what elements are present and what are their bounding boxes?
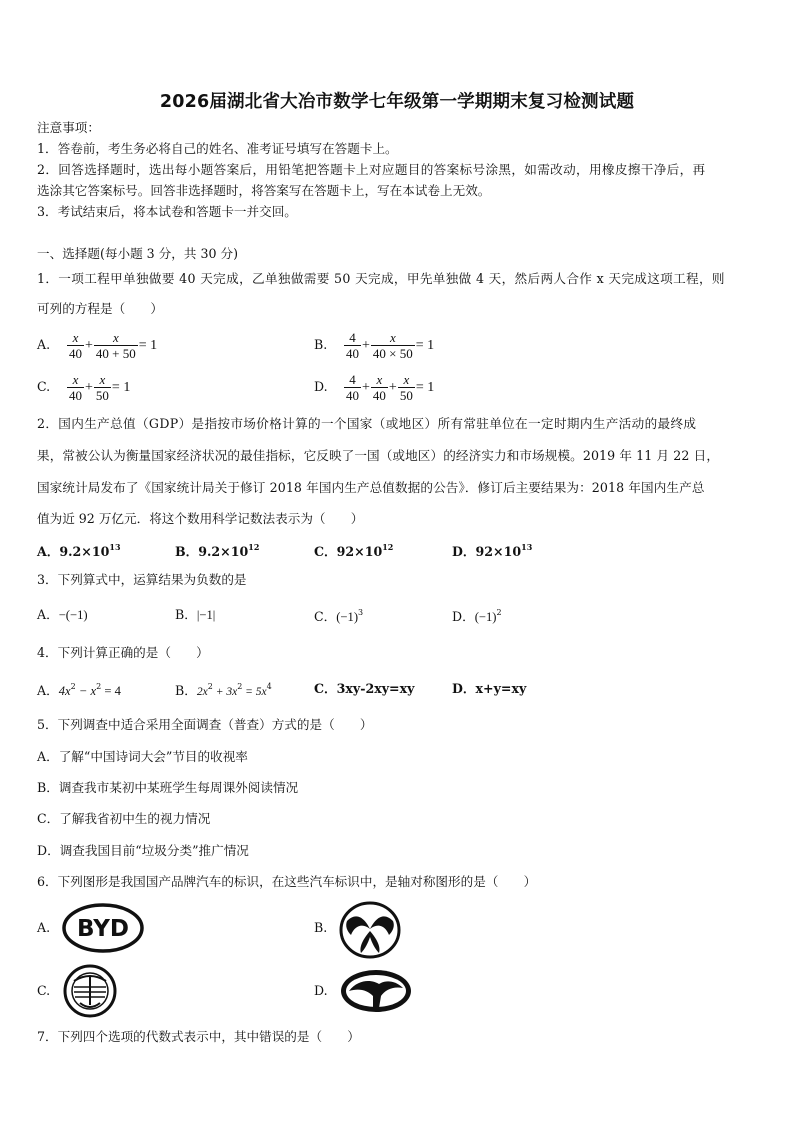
q5-option-d: D．调查我国目前“垃圾分类”推广情况 <box>37 843 249 858</box>
q6-option-c-label: C. <box>37 983 51 998</box>
q3-stem: 3．下列算式中，运算结果为负数的是 <box>37 572 247 587</box>
denominator: 40 × 50 <box>372 346 413 361</box>
fraction <box>398 372 415 403</box>
q3-option-d <box>452 609 502 624</box>
q3-option-a <box>37 609 88 622</box>
option-exponent: 13 <box>521 542 533 552</box>
term: 4x <box>58 684 71 698</box>
numerator: x <box>398 372 415 388</box>
term: = 4 <box>101 684 121 698</box>
option-expression: −(−1) <box>58 608 88 622</box>
term: + 3x <box>212 686 238 698</box>
q4-option-d <box>452 683 526 696</box>
fraction <box>94 330 138 361</box>
denominator: 50 <box>399 388 413 403</box>
term: = 5x <box>242 686 267 698</box>
equals-one: = 1 <box>138 337 158 353</box>
q1-option-d <box>314 372 435 403</box>
notice-item-2-cont: 选涂其它答案标号。回答非选择题时，将答案写在答题卡上，写在本试卷上无效。 <box>37 183 491 198</box>
option-base: 9.2×10 <box>59 544 110 559</box>
fraction <box>67 372 84 403</box>
option-expression: (−1) <box>474 610 497 624</box>
notice-heading: 注意事项： <box>37 120 100 135</box>
q2-stem-line4: 值为近 92 万亿元．将这个数用科学记数法表示为（ ） <box>37 511 364 526</box>
q6-stem: 6．下列图形是我国国产品牌汽车的标识，在这些汽车标识中，是轴对称图形的是（ ） <box>37 874 537 889</box>
plus-sign: + <box>388 379 397 395</box>
denominator: 40 <box>346 388 360 403</box>
numerator: x <box>94 372 111 388</box>
option-label: A． <box>37 544 60 559</box>
option-expression: 3xy-2xy=xy <box>336 681 415 696</box>
q4-option-b <box>175 683 272 699</box>
q2-option-b <box>175 543 259 559</box>
denominator: 50 <box>95 388 109 403</box>
q3-option-c <box>314 609 363 624</box>
q1-option-a-label: A. <box>37 337 51 353</box>
q4-stem: 4．下列计算正确的是（ ） <box>37 645 209 660</box>
haima-logo-icon <box>339 968 413 1014</box>
option-exponent: 12 <box>382 542 394 552</box>
exponent: 2 <box>237 682 243 691</box>
q5-option-b: B．调查我市某初中某班学生每周课外阅读情况 <box>37 780 299 795</box>
q3-option-b <box>175 609 215 622</box>
q1-option-c <box>37 372 131 403</box>
option-label: A． <box>37 683 59 698</box>
option-label: C． <box>314 609 337 624</box>
q2-option-a <box>37 543 121 559</box>
fraction <box>94 372 111 403</box>
exponent: 2 <box>207 682 213 691</box>
byd-logo-text: BYD <box>76 916 130 942</box>
option-label: C． <box>314 681 337 696</box>
numerator: 4 <box>344 330 361 346</box>
numerator: x <box>371 330 415 346</box>
q6-option-a-label: A. <box>37 920 51 935</box>
q1-option-d-label: D. <box>314 379 328 395</box>
q7-stem: 7．下列四个选项的代数式表示中，其中错误的是（ ） <box>37 1029 360 1044</box>
fraction <box>371 372 388 403</box>
brilliance-logo-icon <box>62 963 118 1019</box>
dongfeng-logo-icon <box>339 901 401 959</box>
option-label: B． <box>175 544 199 559</box>
plus-sign: + <box>362 337 370 353</box>
option-expression: (−1) <box>336 610 359 624</box>
option-expression: x+y=xy <box>475 681 527 696</box>
equals-one: = 1 <box>111 379 131 395</box>
equals-one: = 1 <box>415 337 435 353</box>
plus-sign: + <box>85 379 93 395</box>
option-expression: |−1| <box>196 608 216 622</box>
q1-option-c-label: C. <box>37 379 51 395</box>
q4-option-a <box>37 683 121 698</box>
numerator: x <box>371 372 388 388</box>
page-title: 2026届湖北省大冶市数学七年级第一学期期末复习检测试题 <box>159 92 635 112</box>
numerator: x <box>67 330 84 346</box>
q6-option-b-label: B. <box>314 920 328 935</box>
q5-option-c: C．了解我省初中生的视力情况 <box>37 811 211 826</box>
option-base: 92×10 <box>475 544 522 559</box>
q2-option-d <box>452 543 532 559</box>
plus-sign: + <box>362 379 370 395</box>
q1-option-b <box>314 330 435 361</box>
option-exponent: 13 <box>109 542 121 552</box>
option-label: D． <box>452 609 475 624</box>
exponent: 2 <box>70 682 76 691</box>
option-label: D． <box>452 544 476 559</box>
q5-option-a: A．了解“中国诗词大会”节目的收视率 <box>37 749 248 764</box>
numerator: x <box>67 372 84 388</box>
term: − x <box>75 684 97 698</box>
plus-sign: + <box>85 337 93 353</box>
notice-item-3: 3．考试结束后，将本试卷和答题卡一并交回。 <box>37 204 297 219</box>
q1-option-b-label: B. <box>314 337 328 353</box>
q2-stem-line1: 2．国内生产总值（GDP）是指按市场价格计算的一个国家（或地区）所有常驻单位在一定时期内生产活动的最终成 <box>37 416 697 431</box>
option-label: A． <box>37 607 59 622</box>
q1-stem-line2: 可列的方程是（ ） <box>37 301 163 316</box>
q1-stem-line1: 1．一项工程甲单独做要 40 天完成，乙单独做需要 50 天完成，甲先单独做 4 天，然后两人合作 x 天完成这项工程，则 <box>37 271 725 286</box>
q1-option-a <box>37 330 158 361</box>
term: 2x <box>196 686 208 698</box>
option-base: 92×10 <box>336 544 383 559</box>
denominator: 40 <box>69 346 83 361</box>
equals-one: = 1 <box>415 379 435 395</box>
denominator: 40 + 50 <box>95 346 136 361</box>
fraction <box>344 372 361 403</box>
option-exponent: 2 <box>496 608 502 617</box>
notice-item-2: 2．回答选择题时，选出每小题答案后，用铅笔把答题卡上对应题目的答案标号涂黑，如需改动，用橡皮擦干净后，再 <box>37 162 706 177</box>
option-label: B． <box>175 683 197 698</box>
q2-stem-line2: 果，常被公认为衡量国家经济状况的最佳指标，它反映了一国（或地区）的经济实力和市场规模。2019 年 11 月 22 日， <box>37 448 720 463</box>
notice-item-1: 1．答卷前，考生务必将自己的姓名、准考证号填写在答题卡上。 <box>37 141 398 156</box>
numerator: x <box>94 330 138 346</box>
exponent: 4 <box>266 682 272 691</box>
denominator: 40 <box>69 388 83 403</box>
q6-option-d-label: D. <box>314 983 328 998</box>
denominator: 40 <box>372 388 386 403</box>
option-label: B． <box>175 607 197 622</box>
option-label: C． <box>314 544 337 559</box>
fraction <box>67 330 84 361</box>
option-exponent: 3 <box>358 608 364 617</box>
fraction <box>371 330 415 361</box>
section-heading: 一、选择题(每小题 3 分，共 30 分) <box>37 246 239 261</box>
option-base: 9.2×10 <box>198 544 249 559</box>
q2-stem-line3: 国家统计局发布了《国家统计局关于修订 2018 年国内生产总值数据的公告》．修订后主要结果为：2018 年国内生产总 <box>37 480 705 495</box>
option-label: D． <box>452 681 476 696</box>
numerator: 4 <box>344 372 361 388</box>
q5-stem: 5．下列调查中适合采用全面调查（普查）方式的是（ ） <box>37 717 373 732</box>
fraction <box>344 330 361 361</box>
q4-option-c <box>314 683 414 696</box>
denominator: 40 <box>346 346 360 361</box>
option-exponent: 12 <box>248 542 260 552</box>
byd-logo-icon <box>62 903 144 953</box>
q2-option-c <box>314 543 393 559</box>
exponent: 2 <box>96 682 102 691</box>
